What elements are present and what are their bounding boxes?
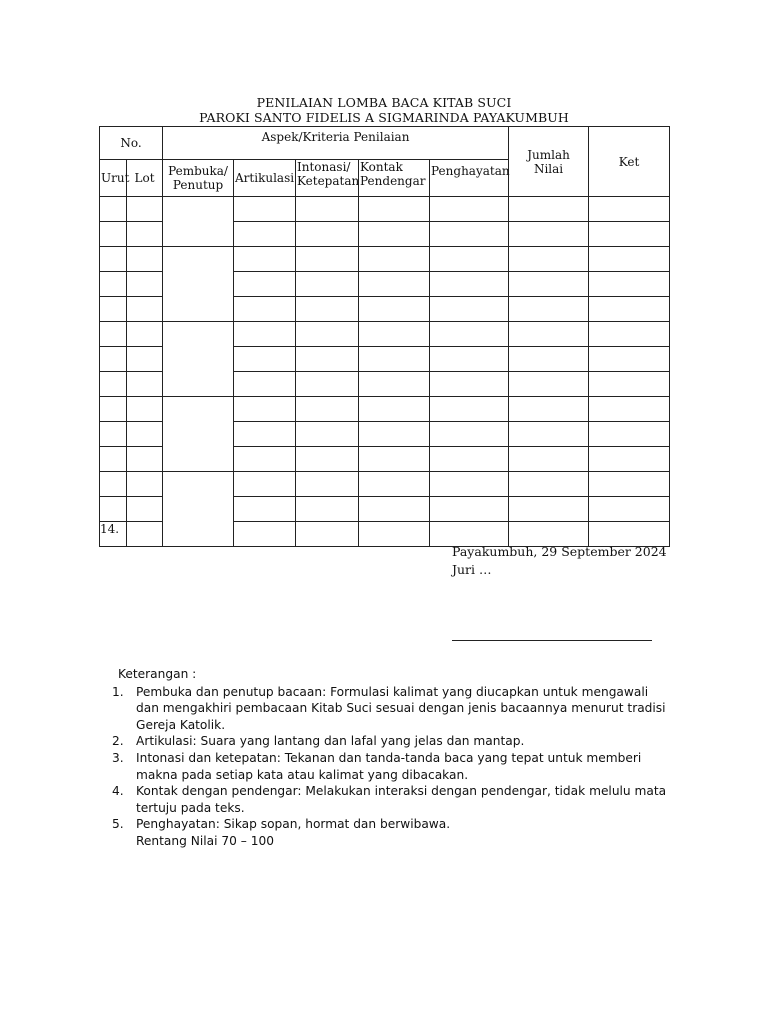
header-jumlah-nilai: Jumlah Nilai: [509, 127, 589, 197]
cell-kontak: [359, 447, 430, 472]
scoring-table: [99, 126, 670, 547]
header-artikulasi: Artikulasi: [234, 160, 296, 197]
cell-intonasi: [296, 247, 359, 272]
cell-penghayatan: [430, 497, 509, 522]
cell-artikulasi: [234, 297, 296, 322]
cell-kontak: [359, 222, 430, 247]
cell-penghayatan: [430, 522, 509, 547]
cell-lot: [127, 222, 163, 247]
cell-penghayatan: [430, 372, 509, 397]
note-item: [112, 750, 672, 783]
cell-kontak: [359, 522, 430, 547]
cell-ket: [589, 272, 670, 297]
cell-artikulasi: [234, 472, 296, 497]
table-row: [100, 247, 670, 272]
cell-urut: [100, 322, 127, 347]
note-text: Penghayatan: Sikap sopan, hormat dan berwibawa.: [136, 817, 451, 832]
cell-jumlah: [509, 397, 589, 422]
cell-kontak: [359, 347, 430, 372]
note-number: 1.: [112, 684, 124, 699]
cell-ket: [589, 372, 670, 397]
cell-artikulasi: [234, 522, 296, 547]
cell-urut: [100, 497, 127, 522]
cell-ket: [589, 322, 670, 347]
judge-label: Juri …: [452, 562, 492, 577]
cell-intonasi: [296, 197, 359, 222]
table-row: [100, 197, 670, 222]
cell-ket: [589, 522, 670, 547]
cell-jumlah: [509, 372, 589, 397]
cell-kontak: [359, 197, 430, 222]
cell-urut: [100, 447, 127, 472]
cell-urut: [100, 472, 127, 497]
header-penghayatan: Penghayatan: [430, 160, 509, 197]
cell-urut: [100, 297, 127, 322]
cell-intonasi: [296, 522, 359, 547]
cell-penghayatan: [430, 297, 509, 322]
cell-ket: [589, 422, 670, 447]
cell-penghayatan: [430, 272, 509, 297]
cell-lot: [127, 322, 163, 347]
cell-lot: [127, 372, 163, 397]
cell-intonasi: [296, 497, 359, 522]
cell-pembuka: [163, 197, 234, 247]
header-aspek: Aspek/Kriteria Penilaian: [163, 127, 509, 160]
cell-artikulasi: [234, 347, 296, 372]
note-item: [112, 816, 672, 833]
cell-intonasi: [296, 422, 359, 447]
cell-artikulasi: [234, 397, 296, 422]
cell-intonasi: [296, 222, 359, 247]
cell-kontak: [359, 297, 430, 322]
cell-lot: [127, 447, 163, 472]
cell-ket: [589, 397, 670, 422]
cell-pembuka: [163, 397, 234, 472]
cell-jumlah: [509, 522, 589, 547]
header-lot: Lot: [127, 160, 163, 197]
cell-kontak: [359, 372, 430, 397]
note-text: Pembuka dan penutup bacaan: Formulasi kalimat yang diucapkan untuk mengawali dan mengakhiri pembacaan Kitab Suci sesuai dengan jenis bacaannya menurut tradisi Gereja Katolik.: [136, 684, 666, 732]
document-title: PENILAIAN LOMBA BACA KITAB SUCI: [256, 95, 512, 110]
table-body: [100, 197, 670, 547]
note-number: 2.: [112, 734, 124, 749]
cell-urut: [100, 422, 127, 447]
cell-lot: [127, 272, 163, 297]
cell-pembuka: [163, 247, 234, 322]
cell-artikulasi: [234, 247, 296, 272]
cell-jumlah: [509, 222, 589, 247]
cell-penghayatan: [430, 422, 509, 447]
cell-intonasi: [296, 397, 359, 422]
cell-intonasi: [296, 372, 359, 397]
cell-lot: [127, 247, 163, 272]
notes-section: [112, 666, 672, 850]
cell-ket: [589, 447, 670, 472]
cell-pembuka: [163, 472, 234, 547]
header-intonasi: Intonasi/ Ketepatan: [296, 160, 359, 197]
cell-pembuka: [163, 322, 234, 397]
header-pembuka: Pembuka/ Penutup: [163, 160, 234, 197]
note-number: 5.: [112, 817, 124, 832]
cell-lot: [127, 197, 163, 222]
cell-artikulasi: [234, 447, 296, 472]
cell-urut: [100, 397, 127, 422]
cell-jumlah: [509, 472, 589, 497]
cell-jumlah: [509, 322, 589, 347]
cell-artikulasi: [234, 222, 296, 247]
cell-kontak: [359, 322, 430, 347]
note-number: 4.: [112, 784, 124, 799]
cell-penghayatan: [430, 222, 509, 247]
cell-urut: [100, 247, 127, 272]
cell-artikulasi: [234, 497, 296, 522]
place-date: Payakumbuh, 29 September 2024: [452, 544, 667, 559]
cell-lot: [127, 397, 163, 422]
cell-intonasi: [296, 472, 359, 497]
cell-jumlah: [509, 297, 589, 322]
cell-jumlah: [509, 197, 589, 222]
cell-jumlah: [509, 272, 589, 297]
cell-intonasi: [296, 297, 359, 322]
cell-jumlah: [509, 497, 589, 522]
cell-ket: [589, 197, 670, 222]
notes-list: [112, 684, 672, 833]
cell-intonasi: [296, 347, 359, 372]
note-text: Kontak dengan pendengar: Melakukan interaksi dengan pendengar, tidak melulu mata tertuju pada teks.: [136, 784, 667, 815]
header-ket: Ket: [589, 127, 670, 197]
cell-lot: [127, 522, 163, 547]
score-range: Rentang Nilai 70 – 100: [136, 833, 274, 848]
note-item: [112, 783, 672, 816]
cell-penghayatan: [430, 197, 509, 222]
cell-ket: [589, 247, 670, 272]
cell-penghayatan: [430, 447, 509, 472]
cell-ket: [589, 472, 670, 497]
cell-lot: [127, 297, 163, 322]
cell-penghayatan: [430, 322, 509, 347]
cell-kontak: [359, 397, 430, 422]
cell-artikulasi: [234, 372, 296, 397]
cell-artikulasi: [234, 322, 296, 347]
note-item: [112, 684, 672, 734]
cell-penghayatan: [430, 472, 509, 497]
cell-urut: 14.: [100, 522, 127, 547]
cell-kontak: [359, 247, 430, 272]
cell-artikulasi: [234, 197, 296, 222]
cell-urut: [100, 222, 127, 247]
header-no: No.: [100, 127, 163, 160]
table-row: [100, 472, 670, 497]
table-row: [100, 322, 670, 347]
cell-jumlah: [509, 247, 589, 272]
cell-urut: [100, 347, 127, 372]
cell-kontak: [359, 272, 430, 297]
note-item: [112, 733, 672, 750]
cell-kontak: [359, 497, 430, 522]
cell-ket: [589, 222, 670, 247]
cell-artikulasi: [234, 272, 296, 297]
cell-lot: [127, 497, 163, 522]
signature-line: [452, 640, 652, 641]
cell-urut: [100, 372, 127, 397]
note-text: Artikulasi: Suara yang lantang dan lafal yang jelas dan mantap.: [136, 734, 525, 749]
cell-lot: [127, 472, 163, 497]
cell-jumlah: [509, 447, 589, 472]
cell-intonasi: [296, 272, 359, 297]
cell-lot: [127, 422, 163, 447]
table-row: [100, 397, 670, 422]
cell-intonasi: [296, 322, 359, 347]
cell-urut: [100, 272, 127, 297]
cell-jumlah: [509, 347, 589, 372]
cell-ket: [589, 497, 670, 522]
cell-intonasi: [296, 447, 359, 472]
cell-ket: [589, 347, 670, 372]
cell-urut: [100, 197, 127, 222]
notes-header: Keterangan :: [118, 667, 197, 681]
cell-lot: [127, 347, 163, 372]
cell-kontak: [359, 422, 430, 447]
cell-penghayatan: [430, 347, 509, 372]
note-text: Intonasi dan ketepatan: Tekanan dan tanda-tanda baca yang tepat untuk memberi makna pada setiap kata atau kalimat yang dibacakan.: [136, 750, 642, 782]
note-number: 3.: [112, 750, 124, 765]
header-urut: Urut: [100, 160, 127, 197]
cell-ket: [589, 297, 670, 322]
header-kontak: Kontak Pendengar: [359, 160, 430, 197]
cell-penghayatan: [430, 397, 509, 422]
cell-kontak: [359, 472, 430, 497]
cell-jumlah: [509, 422, 589, 447]
document-subtitle: PAROKI SANTO FIDELIS A SIGMARINDA PAYAKUMBUH: [199, 110, 569, 125]
cell-artikulasi: [234, 422, 296, 447]
cell-penghayatan: [430, 247, 509, 272]
